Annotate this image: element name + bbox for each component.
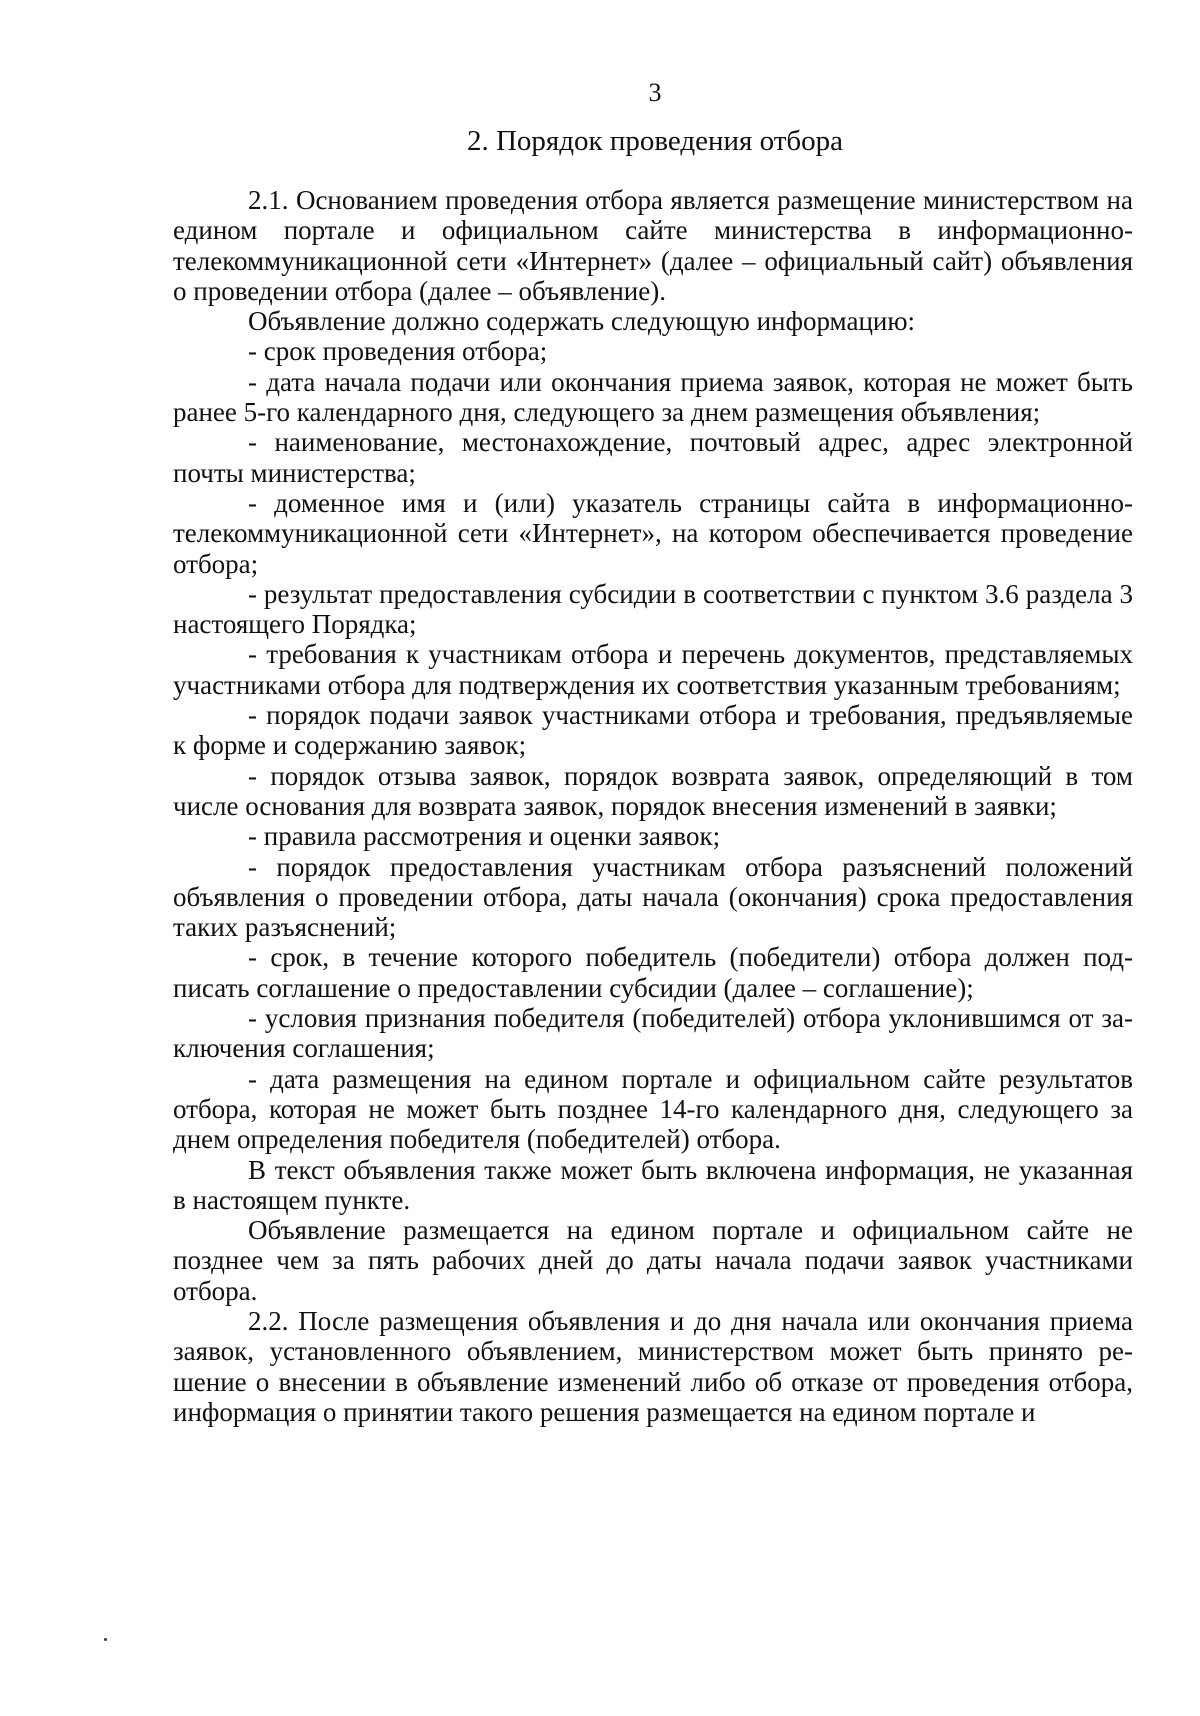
list-item: - порядок отзыва заявок, порядок возврата заявок, определяющий в том числе основания для возврата заявок, порядок внесения изменений в заявки; [173, 760, 1133, 821]
list-item: - условия признания победителя (победителей) отбора уклонившимся от заключения соглашения; [173, 1003, 1133, 1064]
list-item: - срок проведения отбора; [248, 336, 548, 367]
document-body [173, 185, 1133, 1427]
list-item: - правила рассмотрения и оценки заявок; [248, 821, 721, 852]
list-item: - требования к участникам отбора и перечень документов, представляемых участниками отбора для подтверждения их соответствия указанным требованиям; [173, 639, 1133, 700]
list-item: - порядок предоставления участникам отбора разъяснений положений объявления о проведении отбора, даты начала (окончания) срока предоставления таких разъяснений; [173, 851, 1133, 943]
scan-speck [104, 1638, 107, 1641]
page-number: 3 [648, 78, 662, 107]
paragraph-2-2: 2.2. После размещения объявления и до дня начала или окончания приема заявок, установленного объявлением, министерством может быть принято решение о внесении в объявление изменений либо об отказе от проведения отбора, информация о принятии такого решения размещается на едином портале и [173, 1305, 1133, 1427]
paragraph-2-1: 2.1. Основанием проведения отбора является размещение министерством на едином портале и официальном сайте министерства в информационно-телекоммуникационной сети «Интернет» (далее – официальный сайт) объявления о проведении отбора (далее – объявление). [173, 185, 1133, 306]
list-item: - дата размещения на едином портале и официальном сайте результатов отбора, которая не может быть позднее 14-го календарного дня, следующего за днем определения победителя (победителей) отбора. [173, 1063, 1133, 1155]
list-item: - порядок подачи заявок участниками отбора и требования, предъявляемые к форме и содержанию заявок; [173, 700, 1133, 761]
paragraph-additional-info: В текст объявления также может быть включена информация, не указанная в настоящем пункте. [173, 1154, 1133, 1215]
list-item: - дата начала подачи или окончания приема заявок, которая не может быть ранее 5-го календарного дня, следующего за днем размещения объявления; [173, 366, 1133, 428]
paragraph-publication-deadline: Объявление размещается на едином портале и официальном сайте не позднее чем за пять рабочих дней до даты начала подачи заявок участниками отбора. [173, 1215, 1133, 1306]
list-item: - доменное имя и (или) указатель страницы сайта в информационно-телекоммуникационной сети «Интернет», на котором обеспечивается проведение отбора; [173, 487, 1133, 579]
section-title: 2. Порядок проведения отбора [466, 125, 844, 157]
list-item: - срок, в течение которого победитель (победители) отбора должен подписать соглашение о предоставлении субсидии (далее – соглашение); [173, 942, 1133, 1003]
list-item: - наименование, местонахождение, почтовый адрес, адрес электронной почты министерства; [173, 427, 1133, 488]
paragraph-announcement-intro: Объявление должно содержать следующую информацию: [248, 306, 916, 337]
list-item: - результат предоставления субсидии в соответствии с пунктом 3.6 раздела 3 настоящего Порядка; [173, 578, 1133, 640]
